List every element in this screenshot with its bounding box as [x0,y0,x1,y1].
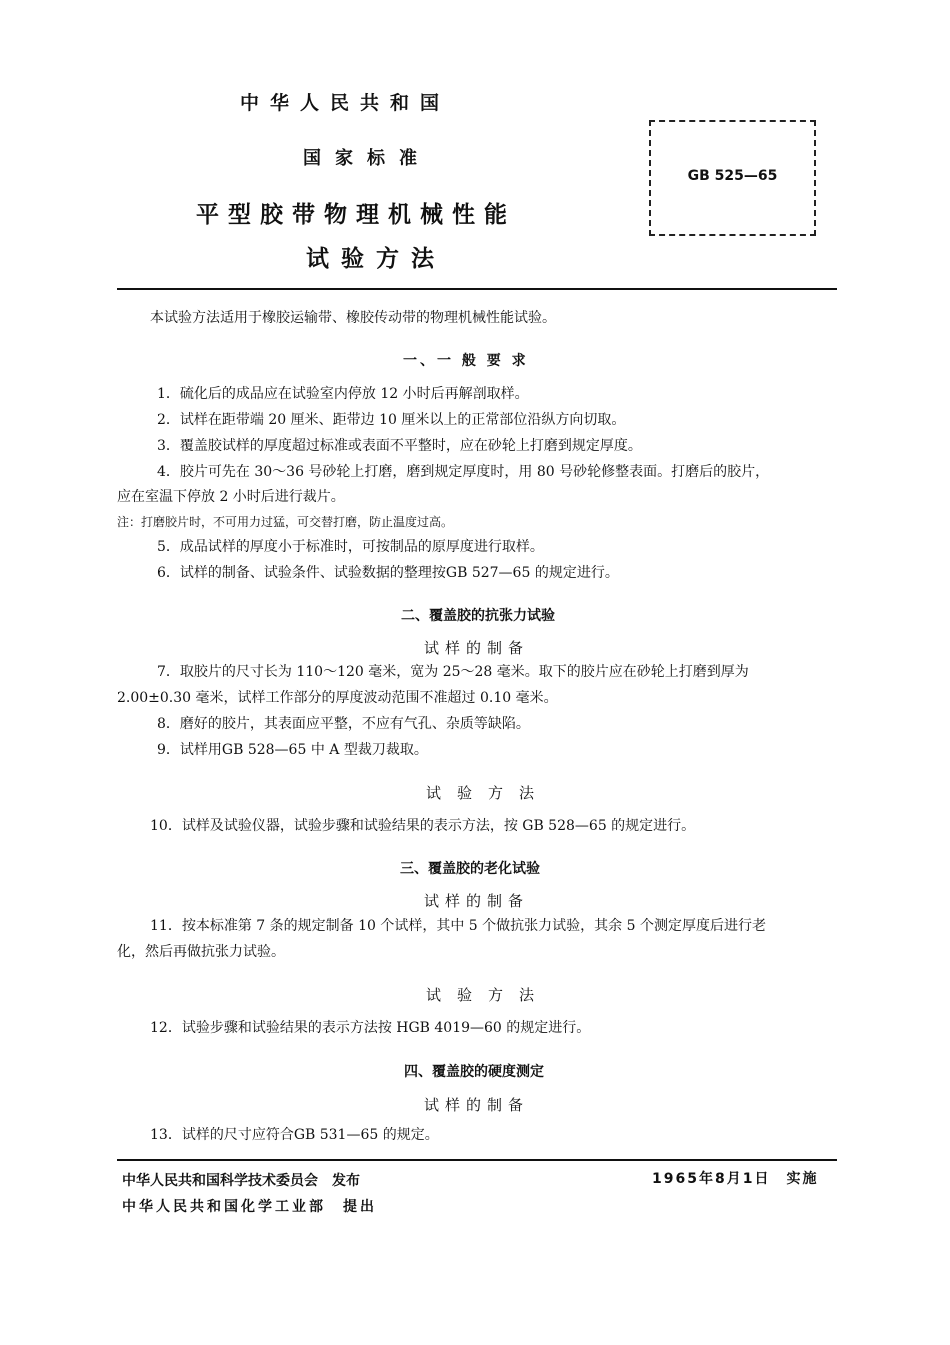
clause-6: 6．试样的制备、试验条件、试验数据的整理按GB 527—65 的规定进行。 [157,565,619,581]
footer-publisher: 中华人民共和国科学技术委员会 发布 [122,1173,360,1189]
document-title-line2: 试验方法 [306,246,446,272]
country-heading: 中华人民共和国 [240,92,451,114]
clause-12: 12．试验步骤和试验结果的表示方法按 HGB 4019—60 的规定进行。 [150,1020,591,1036]
section-2-subheading-method: 试验方法 [426,784,551,802]
clause-13: 13．试样的尺寸应符合GB 531—65 的规定。 [150,1127,439,1143]
clause-4-continued: 应在室温下停放 2 小时后进行裁片。 [117,489,345,505]
section-3-subheading-method: 试验方法 [426,986,551,1004]
clause-8: 8．磨好的胶片，其表面应平整，不应有气孔、杂质等缺陷。 [157,716,530,732]
section-4-subheading-preparation: 试样的制备 [424,1096,530,1114]
note: 注：打磨胶片时，不可用力过猛，可交替打磨，防止温度过高。 [117,515,454,529]
footer-divider [117,1159,837,1161]
clause-3: 3．覆盖胶试样的厚度超过标准或表面不平整时，应在砂轮上打磨到规定厚度。 [157,438,642,454]
footer-effective-date: 1965年8月1日 实施 [652,1171,819,1187]
clause-7-continued: 2.00±0.30 毫米，试样工作部分的厚度波动范围不准超过 0.10 毫米。 [117,690,558,706]
clause-10: 10．试样及试验仪器，试验步骤和试验结果的表示方法，按 GB 528—65 的规定进行。 [150,818,696,834]
clause-11: 11．按本标准第 7 条的规定制备 10 个试样，其中 5 个做抗张力试验，其余 5 个测定厚度后进行老 [150,918,766,934]
clause-4: 4．胶片可先在 30～36 号砂轮上打磨，磨到规定厚度时，用 80 号砂轮修整表面。打磨后的胶片， [157,464,770,480]
category-heading: 国家标准 [303,148,431,169]
clause-2: 2．试样在距带端 20 厘米、距带边 10 厘米以上的正常部位沿纵方向切取。 [157,412,626,428]
footer-proposer: 中华人民共和国化学工业部 提出 [122,1199,377,1215]
standard-code: GB 525—65 [687,168,778,184]
section-2-title: 二、覆盖胶的抗张力试验 [401,608,555,624]
section-4-title: 四、覆盖胶的硬度测定 [404,1064,544,1080]
section-2-subheading-preparation: 试样的制备 [424,639,530,657]
header-divider [117,288,837,290]
section-3-subheading-preparation: 试样的制备 [424,892,530,910]
clause-1: 1．硫化后的成品应在试验室内停放 12 小时后再解剖取样。 [157,386,529,402]
document-title-line1: 平型胶带物理机械性能 [196,202,516,228]
clause-7: 7．取胶片的尺寸长为 110～120 毫米，宽为 25～28 毫米。取下的胶片应在砂轮上打磨到厚为 [157,664,749,680]
clause-5: 5．成品试样的厚度小于标准时，可按制品的原厚度进行取样。 [157,539,544,555]
clause-11-continued: 化，然后再做抗张力试验。 [117,944,285,960]
standard-code-box [649,120,816,236]
section-3-title: 三、覆盖胶的老化试验 [400,861,540,877]
section-1-title: 一、一 般 要 求 [403,353,529,369]
clause-9: 9．试样用GB 528—65 中 A 型裁刀裁取。 [157,742,428,758]
intro-paragraph: 本试验方法适用于橡胶运输带、橡胶传动带的物理机械性能试验。 [150,310,556,326]
